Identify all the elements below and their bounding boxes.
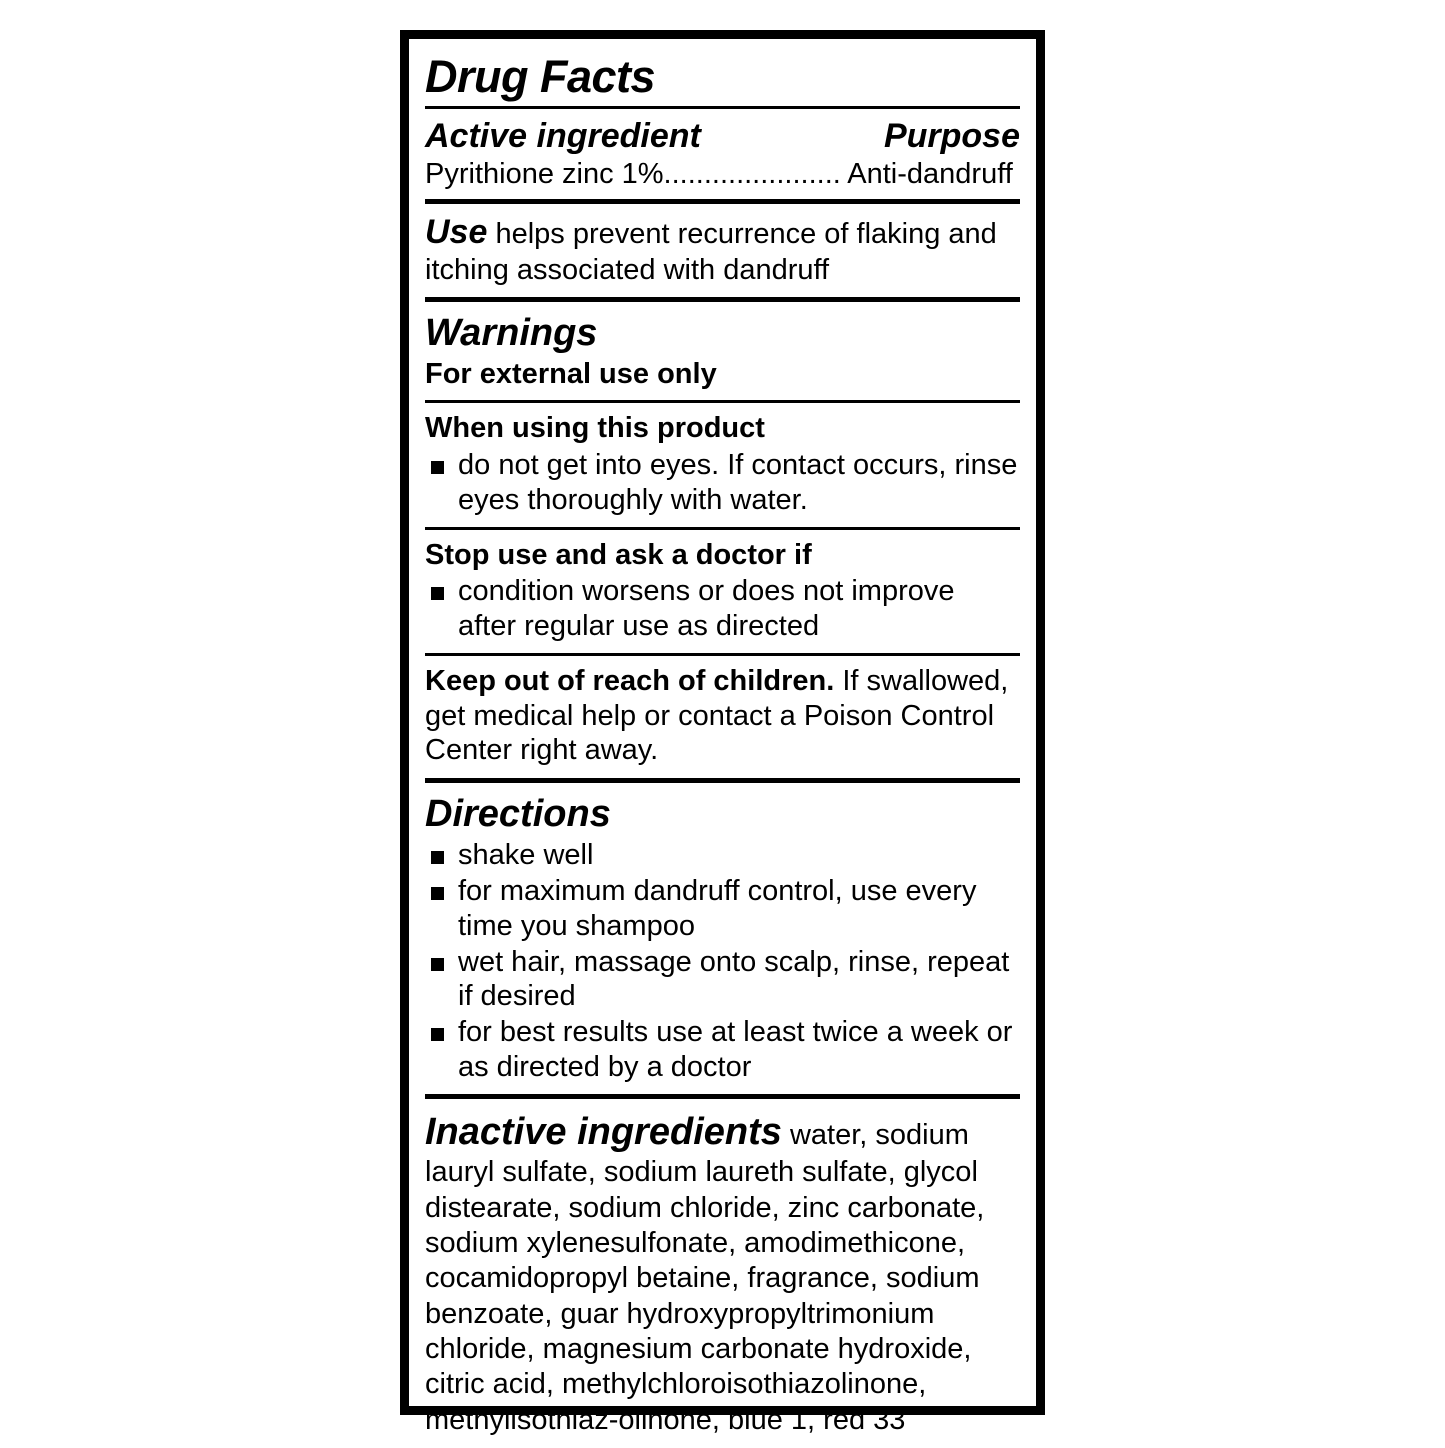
keep-out-rest: If swallowed, get medical help or contact a Poison Control Center right away. xyxy=(425,664,1009,767)
use-section xyxy=(425,204,1020,298)
inactive-ingredients-heading: Inactive ingredients xyxy=(425,1110,782,1153)
list-item: do not get into eyes. If contact occurs, rinse eyes thoroughly with water. xyxy=(425,448,1020,519)
active-ingredient-heading: Active ingredient xyxy=(425,117,701,156)
external-use-text: For external use only xyxy=(425,358,717,391)
use-text: helps prevent recurrence of flaking and itching associated with dandruff xyxy=(425,217,997,286)
active-ingredient-line: Pyrithione zinc 1%...................... Anti-dandruff xyxy=(425,158,1013,191)
warnings-heading: Warnings xyxy=(425,312,598,355)
drug-facts-panel xyxy=(400,30,1045,1436)
list-item: for maximum dandruff control, use every time you shampoo xyxy=(425,874,1020,945)
stop-use-bullet-list xyxy=(425,574,1020,653)
purpose-heading: Purpose xyxy=(883,117,1020,156)
inactive-ingredients-section xyxy=(425,1099,1020,1448)
list-item: for best results use at least twice a week or as directed by a doctor xyxy=(425,1015,1020,1086)
list-item: wet hair, massage onto scalp, rinse, repeat if desired xyxy=(425,945,1020,1016)
directions-bullet-list xyxy=(425,838,1020,1094)
list-item: shake well xyxy=(425,838,1020,874)
warnings-section xyxy=(425,302,1020,778)
when-using-bullet-list xyxy=(425,448,1020,527)
active-ingredient-headings xyxy=(425,109,1020,158)
keep-out-bold: Keep out of reach of children. xyxy=(425,664,835,697)
list-item: condition worsens or does not improve after regular use as directed xyxy=(425,574,1020,645)
directions-heading: Directions xyxy=(425,793,611,836)
when-using-heading: When using this product xyxy=(425,412,765,445)
page-title: Drug Facts xyxy=(425,51,656,102)
active-ingredient-section xyxy=(425,109,1020,198)
use-heading: Use xyxy=(425,212,488,251)
directions-section xyxy=(425,783,1020,1094)
inactive-ingredients-text: water, sodium lauryl sulfate, sodium laureth sulfate, glycol distearate, sodium chloride, zinc carbonate, sodium xylenesulfonate, amodimethicone, cocamidopropyl betaine, fragrance, sodium benzoate, guar hydroxypropyltrimonium chloride, magnesium carbonate hydroxide, citric acid, methylchloroisothiazolinone, methylisothiaz-olinone, blue 1, red 33 xyxy=(425,1118,985,1436)
keep-out-of-reach-text xyxy=(425,656,1020,778)
stop-use-heading: Stop use and ask a doctor if xyxy=(425,538,812,571)
